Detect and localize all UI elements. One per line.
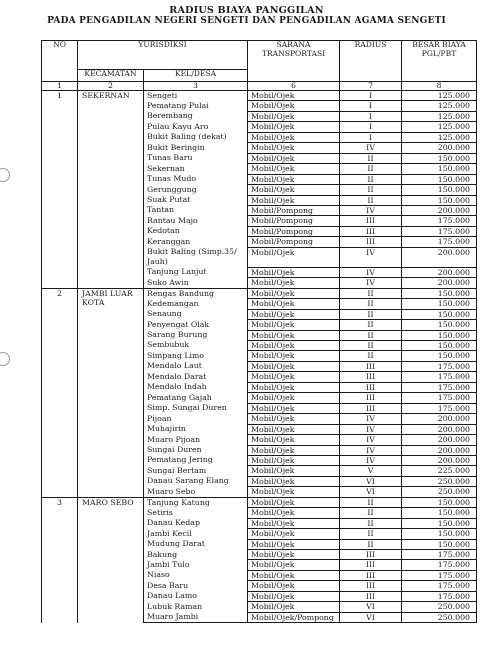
column-number: 2 [78,82,144,91]
biaya-value: 150.000 [402,330,477,340]
desa-name: Bukit Baling (dekat) [144,132,248,142]
sarana-transportasi: Mobil/Ojek [248,91,340,101]
sarana-transportasi: Mobil/Ojek [248,101,340,111]
sarana-transportasi: Mobil/Ojek [248,299,340,309]
desa-name: Bukit Beringin [144,143,248,153]
header-radius: RADIUS [340,41,402,82]
column-number: 6 [248,82,340,91]
radius-value: III [340,581,402,591]
sarana-transportasi: Mobil/Ojek [248,247,340,267]
desa-name: Pulau Kayu Aro [144,122,248,132]
desa-name: Setiris [144,508,248,518]
radius-value: IV [340,247,402,267]
desa-name: Tunas Baru [144,153,248,163]
sarana-transportasi: Mobil/Ojek/Pompong [248,612,340,622]
radius-cost-table [41,40,477,623]
biaya-value: 200.000 [402,205,477,215]
biaya-value: 200.000 [402,435,477,445]
kecamatan-name: JAMBI LUAR KOTA [78,288,144,497]
biaya-value: 125.000 [402,122,477,132]
desa-name: Danau Kedap [144,518,248,528]
radius-value: I [340,91,402,101]
sarana-transportasi: Mobil/Ojek [248,466,340,476]
radius-value: IV [340,278,402,288]
sarana-transportasi: Mobil/Ojek [248,174,340,184]
sarana-transportasi: Mobil/Ojek [248,497,340,507]
desa-name: Tunas Mudo [144,174,248,184]
desa-name: Pematang Gajah [144,393,248,403]
desa-name: Bakung [144,550,248,560]
desa-name: Gerunggung [144,185,248,195]
table-row [42,91,477,101]
radius-value: IV [340,445,402,455]
biaya-value: 150.000 [402,529,477,539]
desa-name: Pematang Jering [144,455,248,465]
sarana-transportasi: Mobil/Ojek [248,122,340,132]
radius-value: II [340,174,402,184]
biaya-value: 250.000 [402,476,477,486]
row-number: 1 [42,91,78,289]
desa-name: Rengas Bandung [144,288,248,298]
sarana-transportasi: Mobil/Ojek [248,560,340,570]
radius-value: II [340,539,402,549]
biaya-value: 150.000 [402,195,477,205]
desa-name: Muaro Jambi [144,612,248,622]
sarana-transportasi: Mobil/Ojek [248,288,340,298]
kecamatan-name: SEKERNAN [78,91,144,289]
biaya-value: 150.000 [402,508,477,518]
radius-value: IV [340,143,402,153]
sarana-transportasi: Mobil/Ojek [248,185,340,195]
header-kel-desa: KEL/DESA [144,70,248,82]
desa-name: Sungai Duren [144,445,248,455]
biaya-value: 150.000 [402,518,477,528]
biaya-value: 200.000 [402,267,477,277]
biaya-value: 200.000 [402,445,477,455]
biaya-value: 150.000 [402,351,477,361]
sarana-transportasi: Mobil/Pompong [248,205,340,215]
desa-name: Sungai Bertam [144,466,248,476]
biaya-value: 150.000 [402,309,477,319]
radius-value: III [340,226,402,236]
biaya-value: 175.000 [402,570,477,580]
biaya-value: 125.000 [402,111,477,121]
desa-name: Sekernan [144,164,248,174]
biaya-value: 250.000 [402,612,477,622]
desa-name: Tanjung Lanjut [144,267,248,277]
biaya-value: 200.000 [402,414,477,424]
radius-value: II [340,164,402,174]
biaya-value: 200.000 [402,455,477,465]
sarana-transportasi: Mobil/Ojek [248,581,340,591]
desa-name: Kedemangan [144,299,248,309]
radius-value: III [340,403,402,413]
header-no: NO [42,41,78,82]
radius-value: IV [340,435,402,445]
sarana-transportasi: Mobil/Ojek [248,403,340,413]
biaya-value: 175.000 [402,550,477,560]
radius-value: III [340,372,402,382]
desa-name: Simp. Sungai Duren [144,403,248,413]
sarana-transportasi: Mobil/Ojek [248,320,340,330]
desa-name: Senaung [144,309,248,319]
radius-value: II [340,351,402,361]
radius-value: III [340,382,402,392]
document-subtitle: PADA PENGADILAN NEGERI SENGETI DAN PENGADILAN AGAMA SENGETI [47,16,446,26]
column-number: 7 [340,82,402,91]
sarana-transportasi: Mobil/Ojek [248,132,340,142]
biaya-value: 175.000 [402,403,477,413]
biaya-value: 200.000 [402,143,477,153]
document-title: RADIUS BIAYA PANGGILAN [169,5,324,16]
radius-value: II [340,508,402,518]
biaya-value: 150.000 [402,288,477,298]
desa-name: Suko Awin [144,278,248,288]
sarana-transportasi: Mobil/Ojek [248,518,340,528]
desa-name: Mendalo Darat [144,372,248,382]
biaya-value: 125.000 [402,101,477,111]
desa-name: Danau Lamo [144,591,248,601]
radius-value: III [340,216,402,226]
biaya-value: 150.000 [402,497,477,507]
radius-value: II [340,288,402,298]
sarana-transportasi: Mobil/Ojek [248,570,340,580]
sarana-transportasi: Mobil/Ojek [248,361,340,371]
desa-name: Mendalo Indah [144,382,248,392]
desa-name: Lubuk Raman [144,602,248,612]
radius-value: IV [340,455,402,465]
biaya-value: 150.000 [402,539,477,549]
sarana-transportasi: Mobil/Ojek [248,309,340,319]
desa-name: Keranggan [144,237,248,247]
desa-name: Suak Putat [144,195,248,205]
desa-name: Simpang Limo [144,351,248,361]
desa-name: Mendalo Laut [144,361,248,371]
sarana-transportasi: Mobil/Ojek [248,550,340,560]
radius-value: II [340,195,402,205]
sarana-transportasi: Mobil/Ojek [248,435,340,445]
biaya-value: 175.000 [402,581,477,591]
radius-value: III [340,560,402,570]
desa-name: Pematang Pulai [144,101,248,111]
sarana-transportasi: Mobil/Ojek [248,267,340,277]
header-sarana: SARANA TRANSPORTASI [248,41,340,82]
sarana-transportasi: Mobil/Ojek [248,414,340,424]
radius-value: II [340,185,402,195]
biaya-value: 175.000 [402,591,477,601]
radius-value: VI [340,602,402,612]
column-number: 3 [144,82,248,91]
radius-value: II [340,518,402,528]
radius-value: I [340,132,402,142]
desa-name: Sarang Burung [144,330,248,340]
radius-value: IV [340,414,402,424]
punch-hole [0,168,10,182]
biaya-value: 125.000 [402,132,477,142]
radius-value: II [340,309,402,319]
radius-value: VI [340,487,402,497]
row-number: 2 [42,288,78,497]
sarana-transportasi: Mobil/Pompong [248,237,340,247]
biaya-value: 150.000 [402,164,477,174]
column-number: 8 [402,82,477,91]
biaya-value: 200.000 [402,247,477,267]
biaya-value: 175.000 [402,226,477,236]
biaya-value: 200.000 [402,424,477,434]
desa-name: Jambi Tulo [144,560,248,570]
radius-value: IV [340,424,402,434]
row-number: 3 [42,497,78,622]
radius-value: IV [340,205,402,215]
radius-value: V [340,466,402,476]
sarana-transportasi: Mobil/Ojek [248,508,340,518]
radius-value: III [340,591,402,601]
biaya-value: 200.000 [402,278,477,288]
sarana-transportasi: Mobil/Ojek [248,164,340,174]
sarana-transportasi: Mobil/Ojek [248,529,340,539]
desa-name: Niaso [144,570,248,580]
desa-name: Kedotan [144,226,248,236]
sarana-transportasi: Mobil/Ojek [248,340,340,350]
punch-hole [0,352,10,366]
biaya-value: 225.000 [402,466,477,476]
radius-value: III [340,393,402,403]
header-kecamatan: KECAMATAN [78,70,144,82]
radius-value: II [340,497,402,507]
biaya-value: 250.000 [402,602,477,612]
sarana-transportasi: Mobil/Ojek [248,424,340,434]
desa-name: Tantan [144,205,248,215]
desa-name: Berembang [144,111,248,121]
radius-value: VI [340,612,402,622]
radius-value: III [340,361,402,371]
desa-name: Danau Sarang Elang [144,476,248,486]
sarana-transportasi: Mobil/Pompong [248,216,340,226]
radius-value: III [340,570,402,580]
radius-value: III [340,237,402,247]
radius-value: II [340,330,402,340]
desa-name: Bukit Baling (Simp.35/ Jauh) [144,247,248,267]
desa-name: Muaro Sebo [144,487,248,497]
radius-value: II [340,153,402,163]
biaya-value: 175.000 [402,237,477,247]
desa-name: Sembubuk [144,340,248,350]
radius-value: III [340,550,402,560]
sarana-transportasi: Mobil/Pompong [248,226,340,236]
sarana-transportasi: Mobil/Ojek [248,330,340,340]
sarana-transportasi: Mobil/Ojek [248,382,340,392]
sarana-transportasi: Mobil/Ojek [248,591,340,601]
sarana-transportasi: Mobil/Ojek [248,111,340,121]
biaya-value: 150.000 [402,320,477,330]
table-row [42,288,477,298]
sarana-transportasi: Mobil/Ojek [248,455,340,465]
sarana-transportasi: Mobil/Ojek [248,393,340,403]
desa-name: Mudung Darat [144,539,248,549]
header-yurisdiksi: YURISDIKSI [78,41,248,70]
biaya-value: 150.000 [402,185,477,195]
desa-name: Jambi Kecil [144,529,248,539]
header-besar-biaya: BESAR BIAYA PGL/PBT [402,41,477,82]
desa-name: Tanjung Katung [144,497,248,507]
radius-value: I [340,101,402,111]
desa-name: Muhajirin [144,424,248,434]
biaya-value: 175.000 [402,361,477,371]
radius-value: I [340,111,402,121]
radius-value: VI [340,476,402,486]
radius-value: II [340,320,402,330]
desa-name: Muaro Pijoan [144,435,248,445]
sarana-transportasi: Mobil/Ojek [248,602,340,612]
biaya-value: 175.000 [402,382,477,392]
biaya-value: 175.000 [402,393,477,403]
radius-value: IV [340,267,402,277]
radius-value: II [340,299,402,309]
biaya-value: 175.000 [402,216,477,226]
radius-value: I [340,122,402,132]
desa-name: Rantau Majo [144,216,248,226]
desa-name: Penyengat Olak [144,320,248,330]
column-number: 1 [42,82,78,91]
sarana-transportasi: Mobil/Ojek [248,351,340,361]
table-row [42,497,477,507]
sarana-transportasi: Mobil/Ojek [248,476,340,486]
sarana-transportasi: Mobil/Ojek [248,445,340,455]
biaya-value: 250.000 [402,487,477,497]
kecamatan-name: MARO SEBO [78,497,144,622]
biaya-value: 150.000 [402,340,477,350]
biaya-value: 175.000 [402,372,477,382]
sarana-transportasi: Mobil/Ojek [248,372,340,382]
sarana-transportasi: Mobil/Ojek [248,278,340,288]
desa-name: Desa Baru [144,581,248,591]
desa-name: Sengeti [144,91,248,101]
sarana-transportasi: Mobil/Ojek [248,539,340,549]
biaya-value: 175.000 [402,560,477,570]
sarana-transportasi: Mobil/Ojek [248,487,340,497]
biaya-value: 150.000 [402,299,477,309]
biaya-value: 150.000 [402,153,477,163]
desa-name: Pijoan [144,414,248,424]
table-body [42,41,477,623]
radius-value: II [340,529,402,539]
biaya-value: 150.000 [402,174,477,184]
sarana-transportasi: Mobil/Ojek [248,143,340,153]
biaya-value: 125.000 [402,91,477,101]
sarana-transportasi: Mobil/Ojek [248,195,340,205]
sarana-transportasi: Mobil/Ojek [248,153,340,163]
radius-value: II [340,340,402,350]
